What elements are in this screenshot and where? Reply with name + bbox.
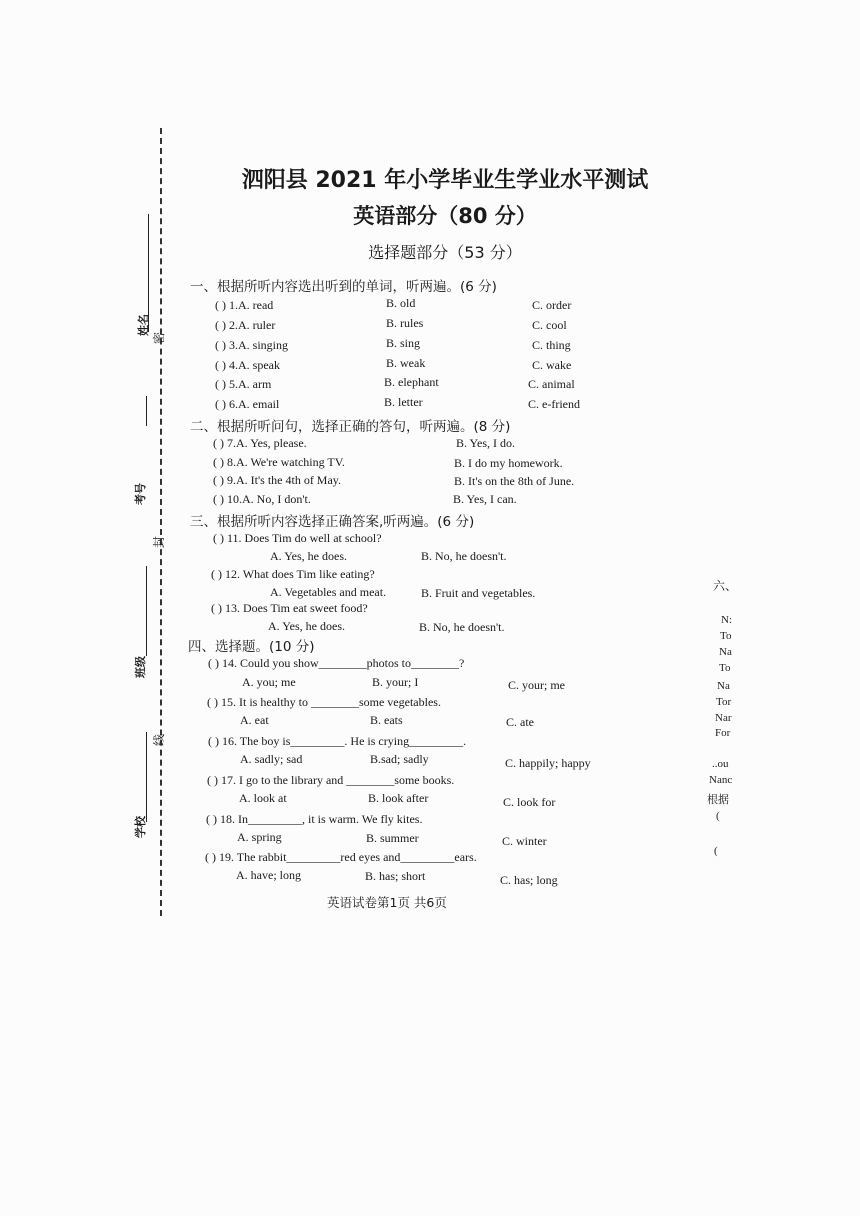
class-label: 班级	[134, 656, 147, 678]
edge-fragment: Tor	[716, 696, 732, 708]
q1-b: B. old	[386, 296, 416, 310]
q18-b: B. summer	[366, 831, 419, 845]
q14-c: C. your; me	[508, 678, 565, 692]
q10-a: ( ) 10.A. No, I don't.	[213, 492, 311, 506]
q3-c: C. thing	[532, 338, 571, 352]
exam-title: 泗阳县 2021 年小学毕业生学业水平测试	[241, 168, 649, 193]
q14-a: A. you; me	[242, 675, 296, 689]
q16: ( ) 16. The boy is_________. He is crying_________.	[208, 734, 467, 748]
section3-heading: 三、根据所听内容选择正确答案,听两遍。(6 分)	[190, 514, 475, 530]
q18-c: C. winter	[502, 834, 547, 848]
q6-c: C. e-friend	[528, 397, 580, 411]
q12: ( ) 12. What does Tim like eating?	[211, 567, 375, 581]
q1-c: C. order	[532, 298, 572, 312]
exam-subtitle: 英语部分（80 分）	[353, 204, 537, 228]
q18-a: A. spring	[237, 830, 282, 844]
edge-fragment: Nar	[715, 712, 732, 724]
edge-fragment: 六、	[713, 579, 738, 593]
cut-mark-seal: 密	[152, 331, 166, 344]
q17-b: B. look after	[368, 791, 429, 805]
q19: ( ) 19. The rabbit_________red eyes and_________ears.	[205, 850, 477, 864]
edge-fragment: Nanc	[709, 774, 733, 786]
q15-a: A. eat	[240, 713, 269, 727]
q2-b: B. rules	[386, 316, 424, 330]
q17: ( ) 17. I go to the library and ________some books.	[207, 773, 455, 787]
q19-c: C. has; long	[500, 873, 558, 887]
q5-c: C. animal	[528, 377, 575, 391]
q5-a: ( ) 5.A. arm	[215, 377, 272, 391]
q16-a: A. sadly; sad	[240, 752, 303, 766]
q13-b: B. No, he doesn't.	[419, 620, 505, 634]
q9-a: ( ) 9.A. It's the 4th of May.	[213, 473, 342, 487]
q7-b: B. Yes, I do.	[456, 436, 516, 450]
q2-c: C. cool	[532, 318, 567, 332]
q12-b: B. Fruit and vegetables.	[421, 586, 536, 600]
q8-b: B. I do my homework.	[454, 456, 563, 470]
class-blank-line	[146, 566, 147, 656]
q11: ( ) 11. Does Tim do well at school?	[213, 531, 382, 545]
q2-a: ( ) 2.A. ruler	[215, 318, 276, 332]
q11-b: B. No, he doesn't.	[421, 549, 507, 563]
q18: ( ) 18. In_________, it is warm. We fly kites.	[206, 812, 423, 826]
q17-a: A. look at	[239, 791, 287, 805]
q16-b: B.sad; sadly	[370, 752, 429, 766]
q6-a: ( ) 6.A. email	[215, 397, 280, 411]
q17-c: C. look for	[503, 795, 556, 809]
edge-fragment: (	[714, 845, 718, 857]
q14-b: B. your; I	[372, 675, 419, 689]
q4-b: B. weak	[386, 356, 426, 370]
q4-a: ( ) 4.A. speak	[215, 358, 280, 372]
cut-mark-line: 线	[152, 733, 166, 746]
q3-a: ( ) 3.A. singing	[215, 338, 288, 352]
edge-fragment: To	[720, 630, 732, 642]
q13-a: A. Yes, he does.	[268, 619, 346, 633]
school-blank-line	[146, 732, 147, 822]
q8-a: ( ) 8.A. We're watching TV.	[213, 455, 345, 469]
edge-fragment: Na	[719, 646, 732, 658]
q1-a: ( ) 1.A. read	[215, 298, 274, 312]
edge-fragment: ..ou	[712, 758, 729, 770]
q6-b: B. letter	[384, 395, 423, 409]
part-title: 选择题部分（53 分）	[368, 243, 522, 262]
q15: ( ) 15. It is healthy to ________some vegetables.	[207, 695, 441, 709]
q4-c: C. wake	[532, 358, 572, 372]
section2-heading: 二、根据所听问句，选择正确的答句，听两遍。(8 分)	[190, 419, 511, 435]
q19-a: A. have; long	[236, 868, 301, 882]
edge-fragment: For	[715, 727, 731, 739]
number-label: 考号	[134, 483, 147, 505]
edge-fragment: 根据	[707, 793, 729, 806]
section4-heading: 四、选择题。(10 分)	[188, 639, 315, 655]
q10-b: B. Yes, I can.	[453, 492, 517, 506]
q14: ( ) 14. Could you show________photos to________?	[208, 656, 465, 670]
q16-c: C. happily; happy	[505, 756, 591, 770]
q19-b: B. has; short	[365, 869, 426, 883]
edge-fragment: N:	[721, 614, 732, 626]
q12-a: A. Vegetables and meat.	[270, 585, 387, 599]
cut-mark-envelope: 封	[152, 535, 166, 548]
name-label: 姓名	[137, 314, 150, 336]
section1-heading: 一、根据所听内容选出听到的单词，听两遍。(6 分)	[190, 279, 497, 295]
q9-b: B. It's on the 8th of June.	[454, 474, 575, 488]
number-blank-line	[146, 396, 147, 426]
q13: ( ) 13. Does Tim eat sweet food?	[211, 601, 368, 615]
q5-b: B. elephant	[384, 375, 439, 389]
q11-a: A. Yes, he does.	[270, 549, 348, 563]
q3-b: B. sing	[386, 336, 421, 350]
q7-a: ( ) 7.A. Yes, please.	[213, 436, 307, 450]
page-footer: 英语试卷第1页 共6页	[327, 895, 447, 910]
q15-c: C. ate	[506, 715, 534, 729]
edge-fragment: (	[716, 810, 720, 822]
edge-fragment: To	[719, 662, 731, 674]
edge-fragment: Na	[717, 680, 730, 692]
q15-b: B. eats	[370, 713, 403, 727]
school-label: 学校	[134, 816, 147, 838]
